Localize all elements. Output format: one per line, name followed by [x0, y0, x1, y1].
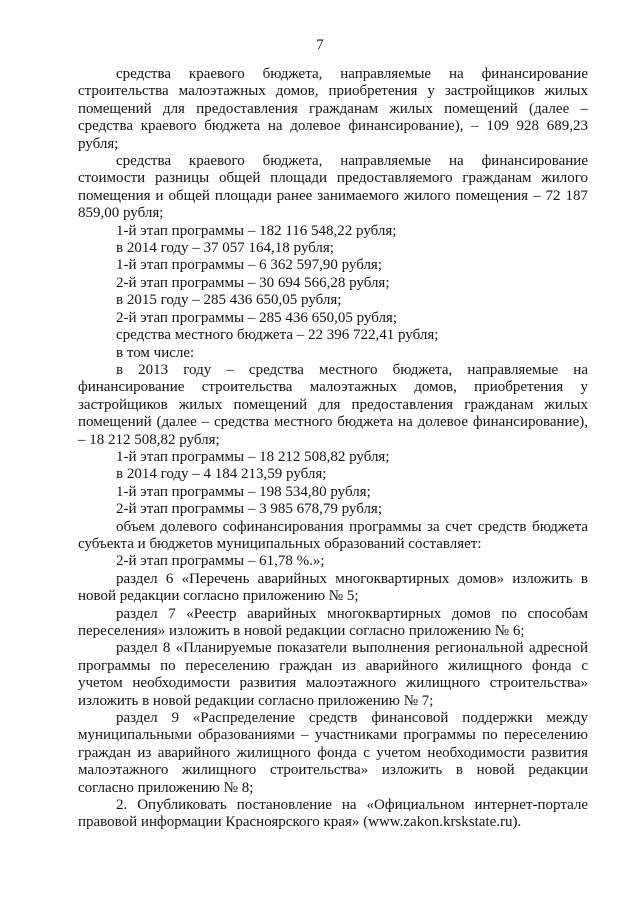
paragraph-regional-budget-area-difference: средства краевого бюджета, направляемые на финансирование стоимости разницы общей площади предоставляемого гражданам жилого помещения и общей площади ранее занимаемого жилого помещения – 72 187 859,00 рубля; [78, 153, 588, 222]
page-number: 7 [316, 37, 324, 53]
paragraph-2015-stage2-regional: 2-й этап программы – 285 436 650,05 рубля; [116, 309, 398, 326]
paragraph-stage2-percent: 2-й этап программы – 61,78 %.»; [116, 553, 325, 570]
paragraph-section-7: раздел 7 «Реестр аварийных многоквартирных домов по способам переселения» изложить в новой редакции согласно приложению № 6; [78, 605, 588, 639]
paragraph-publish: 2. Опубликовать постановление на «Официальном интернет-портале правовой информации Красноярского края» (www.zakon.krskstate.ru). [78, 797, 588, 831]
paragraph-2014-stage1-local: 1-й этап программы – 198 534,80 рубля; [116, 483, 371, 500]
paragraph-2014-stage2-regional: 2-й этап программы – 30 694 566,28 рубля; [116, 274, 390, 291]
paragraph-section-9: раздел 9 «Распределение средств финансовой поддержки между муниципальными образованиями – участниками программы по переселению граждан из аварийного жилищного фонда с учетом необходимости развития малоэтажного жилищного строительства» изложить в новой редакции согласно приложению № 8; [78, 710, 588, 796]
paragraph-2014-stage2-local: 2-й этап программы – 3 985 678,79 рубля; [116, 501, 383, 518]
paragraph-2013-stage1-local: 1-й этап программы – 18 212 508,82 рубля; [116, 448, 390, 465]
paragraph-section-6: раздел 6 «Перечень аварийных многоквартирных домов» изложить в новой редакции согласно приложению № 5; [78, 570, 588, 605]
paragraph-regional-budget-shared: средства краевого бюджета, направляемые на финансирование строительства малоэтажных домов, приобретения у застройщиков жилых помещений для предоставления гражданам жилых помещений (далее – средства краевого бюджета на долевое финансирование), – 109 928 689,23 рубля; [78, 66, 588, 152]
paragraph-2014-local: в 2014 году – 4 184 213,59 рубля; [116, 466, 327, 483]
paragraph-2013-local-budget: в 2013 году – средства местного бюджета, направляемые на финансирование строительства малоэтажных домов, приобретения у застройщиков жилых помещений для предоставления гражданам жилых помещений (далее – средства местного бюджета на долевое финансирование), – 18 212 508,82 рубля; [78, 361, 588, 448]
paragraph-local-budget-total: средства местного бюджета – 22 396 722,41 рубля; [116, 327, 439, 344]
document-body [78, 66, 588, 832]
paragraph-including: в том числе: [116, 344, 195, 361]
paragraph-section-8: раздел 8 «Планируемые показатели выполнения региональной адресной программы по переселению граждан из аварийного жилищного фонда с учетом необходимости развития малоэтажного жилищного строительства» изложить в новой редакции согласно приложению № 7; [78, 640, 588, 709]
paragraph-2014-regional: в 2014 году – 37 057 164,18 рубля; [116, 240, 334, 257]
paragraph-2015-regional: в 2015 году – 285 436 650,05 рубля; [116, 292, 342, 309]
paragraph-2014-stage1-regional: 1-й этап программы – 6 362 597,90 рубля; [116, 257, 383, 274]
paragraph-stage1-regional: 1-й этап программы – 182 116 548,22 рубля; [116, 222, 397, 239]
paragraph-cofinancing-share: объем долевого софинансирования программы за счет средств бюджета субъекта и бюджетов муниципальных образований составляет: [78, 518, 588, 552]
